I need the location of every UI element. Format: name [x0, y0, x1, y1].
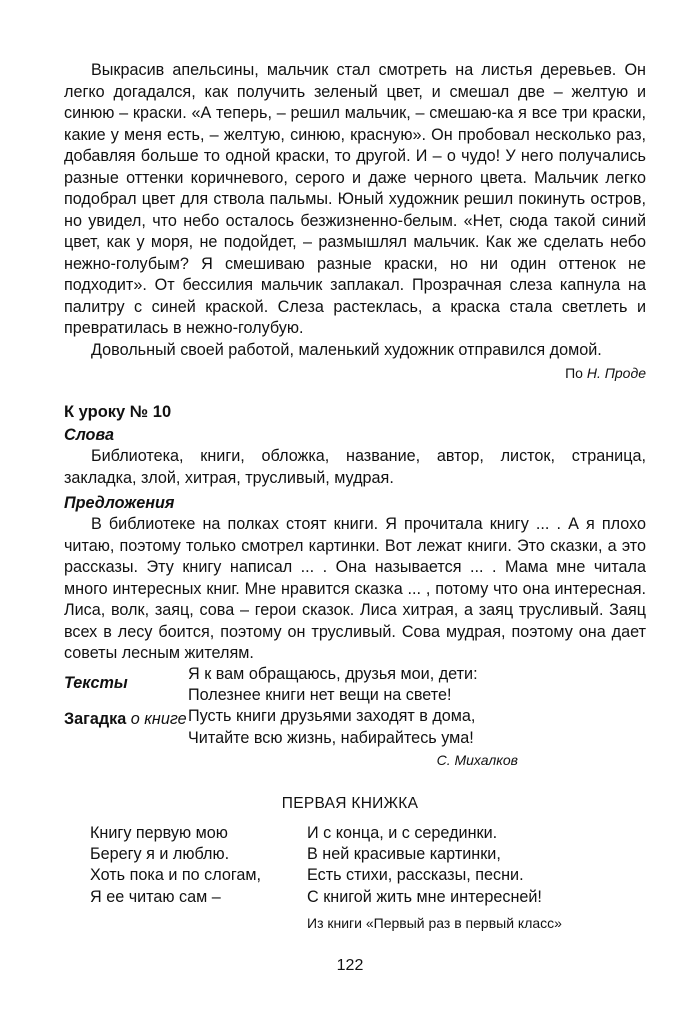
- poem-line: Полезнее книги нет вещи на свете!: [188, 686, 452, 705]
- riddle-topic: о книге: [130, 709, 187, 728]
- words-heading: Слова: [64, 426, 115, 444]
- story-paragraph-ending: Довольный своей работой, маленький художник отправился домой.: [91, 340, 602, 359]
- poem-line: Книгу первую мою: [90, 824, 228, 842]
- poem-line: Есть стихи, рассказы, песни.: [307, 866, 524, 885]
- story-source: [64, 363, 646, 383]
- poem-line: И с конца, и с серединки.: [307, 824, 498, 842]
- poem-line: В ней красивые картинки,: [307, 845, 501, 864]
- page-number: 122: [336, 957, 364, 974]
- sentences-heading: Предложения: [64, 494, 175, 512]
- page-body: [64, 60, 646, 730]
- poem-line: Я к вам обращаюсь, друзья мои, дети:: [188, 665, 478, 683]
- poem-source: Из книги «Первый раз в первый класс»: [307, 914, 562, 931]
- poem-line: С книгой жить мне интересней!: [307, 887, 542, 906]
- story-source-prefix: По: [565, 365, 587, 381]
- words-section: [64, 425, 646, 489]
- poem-line: Я ее читаю сам –: [90, 887, 221, 906]
- mikhalkov-poem: [188, 664, 518, 769]
- sentences-text: В библиотеке на полках стоят книги. Я прочитала книгу ... . А я плохо читаю, поэтому только смотрел картинки. Вот лежат книги. Это сказки, а это рассказы. Эту книгу написал ... . Она называется ... . Мама мне читала много интересных книг. Мне нравится сказка ... , потому что она интересная. Лиса, волк, заяц, сова – герои сказок. Лиса хитрая, а заяц трусливый. Заяц всех в лесу боится, поэтому он трусливый. Сова мудрая, поэтому она дает советы лесным жителям.: [64, 515, 646, 662]
- poem-line: Берегу я и люблю.: [90, 845, 230, 864]
- words-text: Библиотека, книги, обложка, название, автор, листок, страница, закладка, злой, хитрая, трусливый, мудрая.: [64, 447, 646, 487]
- poem-title: ПЕРВАЯ КНИЖКА: [281, 795, 419, 812]
- story-source-author: Н. Проде: [586, 365, 646, 381]
- texts-heading: Тексты: [64, 673, 128, 692]
- sentences-section: [64, 493, 646, 665]
- poem-line: Пусть книги друзьями заходят в дома,: [188, 707, 476, 726]
- riddle-label: Загадка: [64, 709, 127, 728]
- poem-line: Читайте всю жизнь, набирайтесь ума!: [188, 728, 474, 747]
- poem-line: Хоть пока и по слогам,: [90, 866, 262, 885]
- story-paragraph: Выкрасив апельсины, мальчик стал смотреть на листья деревьев. Он легко догадался, как получить зеленый цвет, и смешал две – желтую и синюю – краски. «А теперь, – решил мальчик, – смешаю-ка я все три краски, какие у меня есть, – желтую, синюю, красную». Он пробовал несколько раз, добавляя больше то одной краски, то другой. И – о чудо! У него получались разные оттенки коричневого, серого и даже черного цвета. Мальчик легко подобрал цвет для ствола пальмы. Юный художник решил покинуть остров, но увидел, что небо осталось безжизненно-белым. «Нет, сюда такой синий цвет, как у моря, не подойдет, – размышлял мальчик. Как же сделать небо нежно-голубым? Я смешиваю разные краски, но ни один оттенок не подходит». От бессилия мальчик заплакал. Прозрачная слеза капнула на палитру с синей краской. Слеза растеклась, а краска стала светлеть и превратилась в нежно-голубую.: [64, 61, 646, 337]
- poem-author: С. Михалков: [436, 751, 518, 768]
- poem-column-left: [90, 823, 261, 908]
- lesson-heading: К уроку № 10: [64, 403, 172, 421]
- poem-column-right: [307, 823, 562, 932]
